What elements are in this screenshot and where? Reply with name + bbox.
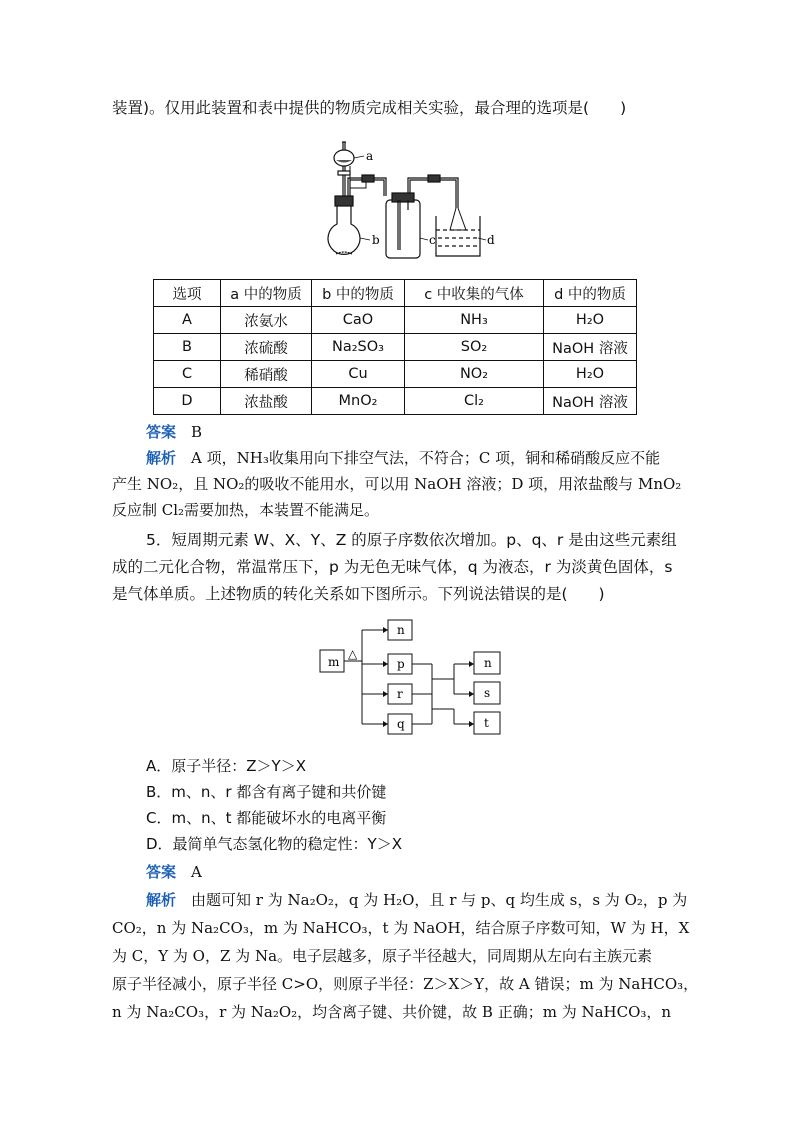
- table-cell: A: [154, 307, 221, 334]
- table-cell: NH₃: [405, 307, 544, 334]
- result-s: s: [484, 686, 491, 700]
- q5-stem-line-3: 是气体单质。上述物质的转化关系如下图所示。下列说法错误的是( ): [112, 585, 605, 603]
- round-bottom-flask: [328, 166, 366, 254]
- flow-arrowheads: [383, 627, 474, 727]
- table-cell: D: [154, 388, 221, 415]
- option-d: D．最简单气态氢化物的稳定性：Y＞X: [146, 835, 402, 853]
- answer-tag: 答案: [146, 863, 177, 881]
- analysis-text: 由题可知 r 为 Na₂O₂，q 为 H₂O，且 r 与 p、q 均生成 s，s 为 O₂，p 为: [191, 891, 688, 909]
- table-cell: SO₂: [405, 334, 544, 361]
- box-n: n: [397, 623, 405, 637]
- table-row: [154, 361, 637, 388]
- table-header: 选项: [154, 280, 221, 307]
- table-header: a 中的物质: [221, 280, 312, 307]
- result-t: t: [484, 716, 489, 730]
- table-header-row: [154, 280, 637, 307]
- box-m: m: [328, 655, 340, 669]
- collection-bottle: [386, 193, 420, 258]
- q4-answer-line: [146, 422, 202, 442]
- question-4-stem-tail: 装置)。仅用此装置和表中提供的物质完成相关实验，最合理的选项是( ): [112, 99, 627, 117]
- box-p: p: [397, 657, 405, 671]
- q5-analysis-line-5: n 为 Na₂CO₃，r 为 Na₂O₂，均含离子键、共价键，故 B 正确；m 为 NaHCO₃，n: [112, 1003, 672, 1021]
- apparatus-diagram: [322, 138, 502, 264]
- analysis-tag: 解析: [146, 449, 177, 467]
- table-cell: B: [154, 334, 221, 361]
- table-cell: NO₂: [405, 361, 544, 388]
- option-c: C．m、n、t 都能破坏水的电离平衡: [146, 809, 387, 827]
- label-b: b: [372, 233, 380, 247]
- table-header: c 中收集的气体: [405, 280, 544, 307]
- option-b: B．m、n、r 都含有离子键和共价键: [146, 783, 387, 801]
- table-cell: H₂O: [544, 361, 637, 388]
- box-r: r: [397, 687, 403, 701]
- q5-stem-line-2: 成的二元化合物，常温常压下，p 为无色无味气体，q 为液态，r 为淡黄色固体，s: [112, 558, 673, 576]
- analysis-tag: 解析: [146, 891, 177, 909]
- table-cell: Na₂SO₃: [312, 334, 405, 361]
- table-cell: CaO: [312, 307, 405, 334]
- q4-analysis-line-2: 产生 NO₂，且 NO₂的吸收不能用水，可以用 NaOH 溶液；D 项，用浓盐酸与 MnO₂: [112, 475, 682, 493]
- analysis-text: A 项，NH₃收集用向下排空气法，不符合；C 项，铜和稀硝酸反应不能: [191, 449, 661, 467]
- table-header: d 中的物质: [544, 280, 637, 307]
- beaker: [436, 208, 480, 256]
- flow-lines: [320, 620, 500, 734]
- option-a: A．原子半径：Z＞Y＞X: [146, 757, 306, 775]
- q5-analysis-line-4: 原子半径减小，原子半径 C>O，则原子半径：Z＞X＞Y，故 A 错误；m 为 NaHCO₃，: [112, 975, 699, 993]
- answer-value: A: [191, 863, 202, 881]
- answer-value: B: [191, 423, 203, 441]
- conversion-flow-diagram: [314, 614, 514, 742]
- q5-analysis-line-3: 为 C，Y 为 O，Z 为 Na。电子层越多，原子半径越大，同周期从左向右主族元素: [112, 947, 653, 965]
- q5-answer-line: [146, 862, 202, 882]
- table-header: b 中的物质: [312, 280, 405, 307]
- label-d: d: [487, 233, 495, 247]
- q4-analysis-line-3: 反应制 Cl₂需要加热，本装置不能满足。: [112, 501, 380, 519]
- table-row: [154, 388, 637, 415]
- heat-symbol: △: [348, 647, 358, 661]
- table-cell: 稀硝酸: [221, 361, 312, 388]
- table-cell: 浓氨水: [221, 307, 312, 334]
- answer-tag: 答案: [146, 423, 177, 441]
- table-row: [154, 307, 637, 334]
- table-cell: H₂O: [544, 307, 637, 334]
- substance-table: [153, 279, 637, 415]
- table-row: [154, 334, 637, 361]
- label-a: a: [366, 149, 374, 163]
- separatory-funnel: [334, 142, 354, 198]
- q4-analysis-line-1: [146, 448, 660, 468]
- connecting-tubes: [348, 175, 458, 208]
- q5-analysis-line-1: [146, 890, 687, 910]
- table-cell: 浓硫酸: [221, 334, 312, 361]
- q5-analysis-line-2: CO₂，n 为 Na₂CO₃，m 为 NaHCO₃，t 为 NaOH，结合原子序数可知，W 为 H，X: [112, 919, 690, 937]
- label-c: c: [429, 233, 436, 247]
- table-cell: NaOH 溶液: [544, 388, 637, 415]
- table-cell: Cu: [312, 361, 405, 388]
- table-cell: Cl₂: [405, 388, 544, 415]
- table-cell: MnO₂: [312, 388, 405, 415]
- table-cell: C: [154, 361, 221, 388]
- table-cell: NaOH 溶液: [544, 334, 637, 361]
- box-q: q: [397, 717, 405, 731]
- result-n: n: [484, 656, 492, 670]
- table-cell: 浓盐酸: [221, 388, 312, 415]
- q5-stem-line-1: 5．短周期元素 W、X、Y、Z 的原子序数依次增加。p、q、r 是由这些元素组: [146, 531, 677, 549]
